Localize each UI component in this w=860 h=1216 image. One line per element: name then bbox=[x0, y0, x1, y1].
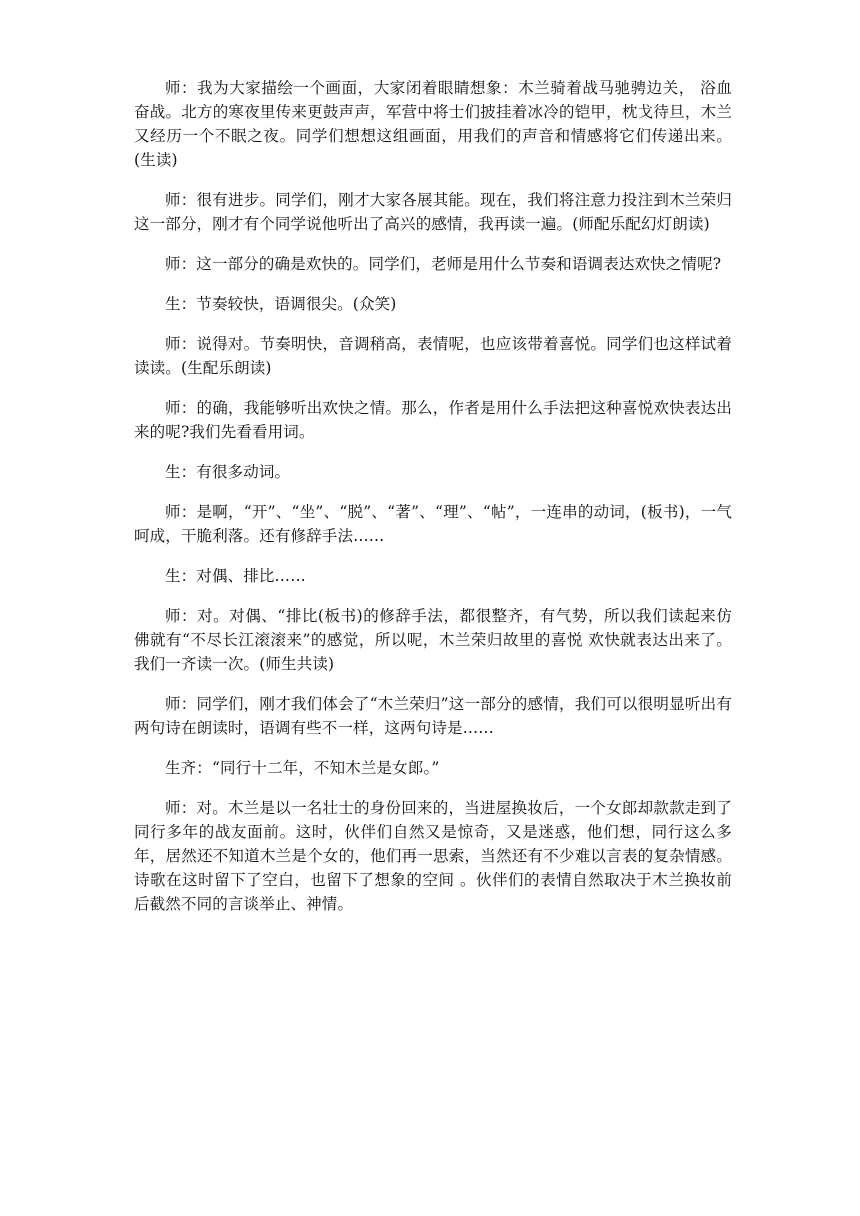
paragraph-6: 师：的确，我能够听出欢快之情。那么，作者是用什么手法把这种喜悦欢快表达出来的呢?我们先看看用词。 bbox=[134, 399, 732, 441]
paragraph-2: 师：很有进步。同学们，刚才大家各展其能。现在，我们将注意力投注到木兰荣归这一部分，刚才有个同学说他听出了高兴的感情，我再读一遍。(师配乐配幻灯朗读) bbox=[134, 191, 732, 233]
paragraph-3: 师：这一部分的确是欢快的。同学们，老师是用什么节奏和语调表达欢快之情呢? bbox=[165, 255, 722, 273]
paragraph-12: 生齐：“同行十二年，不知木兰是女郎。” bbox=[165, 759, 440, 777]
paragraph-13: 师：对。木兰是以一名壮士的身份回来的，当进屋换妆后，一个女郎却款款走到了同行多年的战友面前。这时，伙伴们自然又是惊奇，又是迷惑，他们想，同行这么多年，居然还不知道木兰是个女的，他们再一思索，当然还有不少难以言表的复杂情感。诗歌在这时留下了空白，也留下了想象的空间 。伙伴们的表情自然取决于木兰换妆前后截然不同的言谈举止、神情。 bbox=[134, 799, 732, 913]
paragraph-8: 师：是啊，“开”、“坐”、“脱”、“著”、“理”、“帖”，一连串的动词，(板书)，一气呵成，干脆利落。还有修辞手法…… bbox=[134, 503, 732, 545]
paragraph-4: 生：节奏较快，语调很尖。(众笑) bbox=[165, 295, 397, 313]
paragraph-7: 生：有很多动词。 bbox=[165, 463, 291, 481]
paragraph-9: 生：对偶、排比…… bbox=[165, 567, 306, 585]
document-body bbox=[134, 76, 732, 932]
paragraph-11: 师：同学们，刚才我们体会了“木兰荣归”这一部分的感情，我们可以很明显听出有两句诗在朗读时，语调有些不一样，这两句诗是…… bbox=[134, 695, 732, 737]
paragraph-5: 师：说得对。节奏明快，音调稍高，表情呢，也应该带着喜悦。同学们也这样试着读读。(生配乐朗读) bbox=[134, 335, 732, 377]
paragraph-1: 师：我为大家描绘一个画面，大家闭着眼睛想象：木兰骑着战马驰骋边关， 浴血奋战。北方的寒夜里传来更鼓声声，军营中将士们披挂着冰冷的铠甲，枕戈待旦，木兰又经历一个不眠之夜。同学们想想这组画面，用我们的声音和情感将它们传递出来。(生读) bbox=[134, 79, 732, 169]
paragraph-10: 师：对。对偶、“排比(板书)的修辞手法，都很整齐，有气势，所以我们读起来仿佛就有“不尽长江滚滚来”的感觉，所以呢，木兰荣归故里的喜悦 欢快就表达出来了。我们一齐读一次。(师生共读) bbox=[134, 607, 732, 673]
